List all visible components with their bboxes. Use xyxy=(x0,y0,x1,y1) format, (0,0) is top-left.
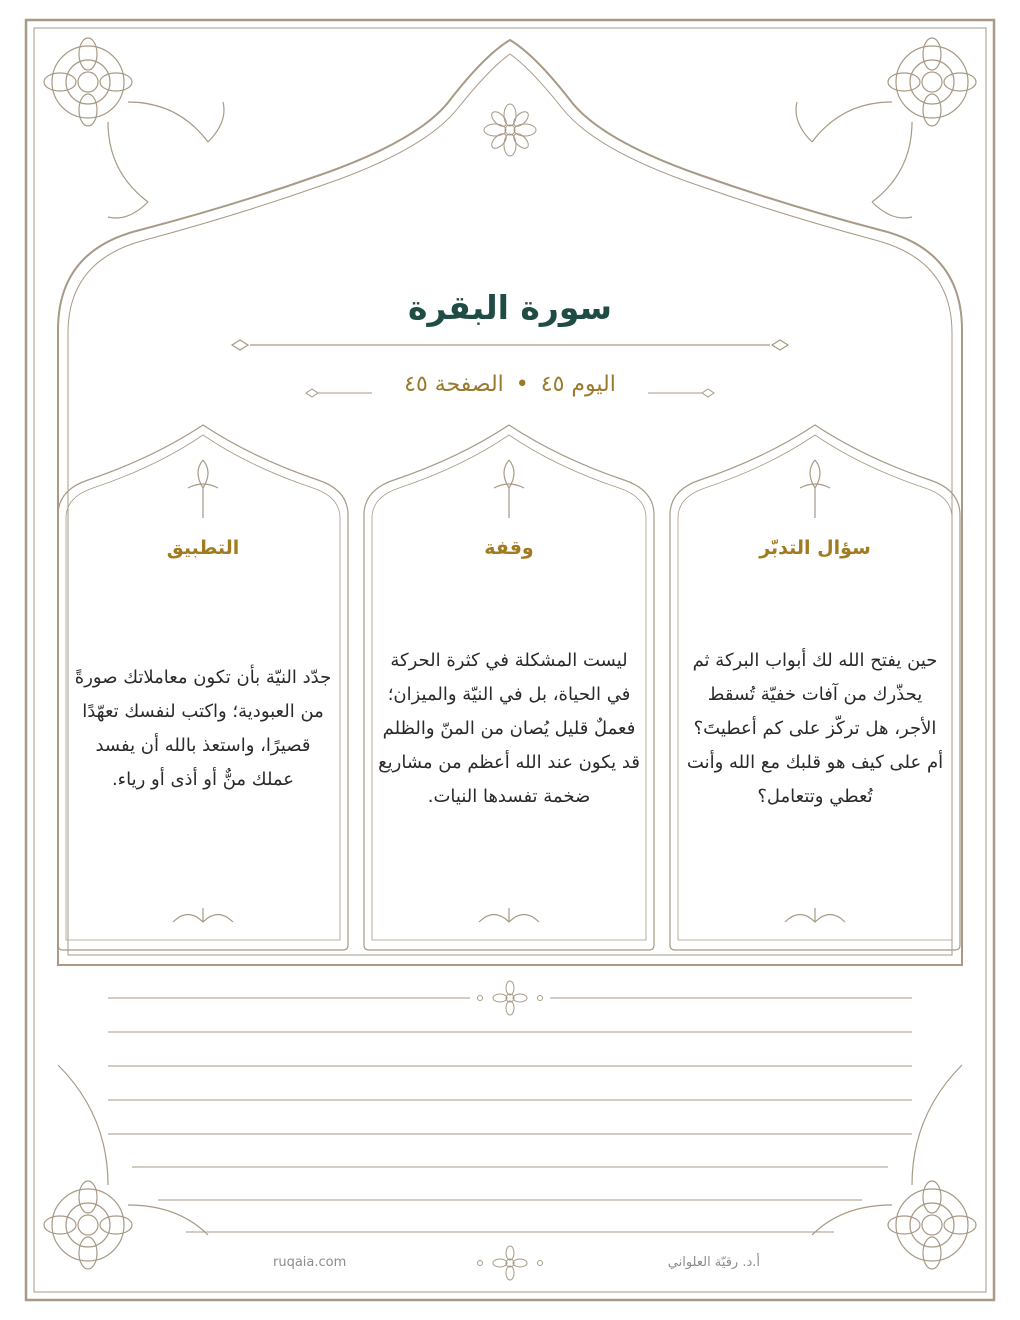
card-title-pause: وقفة xyxy=(484,537,534,559)
card-title-application: التطبيق xyxy=(166,537,240,559)
author-name: أ.د. رقيّة العلواني xyxy=(667,1255,760,1270)
card-body-pause: ليست المشكلة في كثرة الحركة في الحياة، بل في النيّة والميزان؛ فعملٌ قليل يُصان من المنّ والظلم قد يكون عند الله أعظم من مشاريع ضخمة تفسدها النيات. xyxy=(378,650,640,807)
separator: • xyxy=(515,372,529,397)
website-link[interactable]: ruqaia.com xyxy=(273,1255,347,1270)
top-flower-icon xyxy=(484,104,536,156)
card-body-application: جدّد النيّة بأن تكون معاملاتك صورةً من العبودية؛ واكتب لنفسك تعهّدًا قصيرًا، واستعذ بالله أن يفسد عملك منٌّ أو أذى أو رياء. xyxy=(74,667,332,790)
day-label: اليوم ٤٥ xyxy=(540,372,616,397)
footer-flower-icon xyxy=(478,1246,543,1280)
divider-flower-icon xyxy=(478,981,543,1015)
page-title: سورة البقرة xyxy=(407,288,613,327)
card-title-reflection: سؤال التدبّر xyxy=(759,537,871,559)
page-label: الصفحة ٤٥ xyxy=(404,372,504,397)
corner-flower-icon xyxy=(796,38,976,218)
day-page-label xyxy=(0,372,1020,397)
card-body-reflection: حين يفتح الله لك أبواب البركة ثم يحذّرك من آفات خفيّة تُسقط الأجر، هل تركّز على كم أعطيتَ؟ أم على كيف هو قلبك مع الله وأنت تُعطي وتتعامل؟ xyxy=(686,650,944,807)
corner-flower-icon xyxy=(44,38,224,218)
